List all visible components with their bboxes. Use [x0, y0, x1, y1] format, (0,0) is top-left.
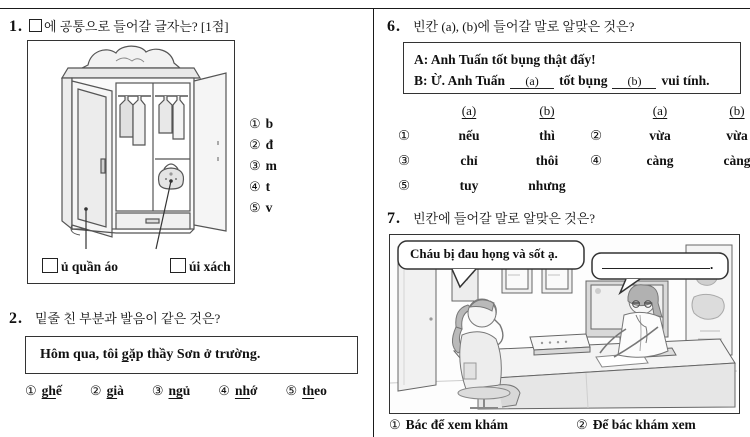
doctor-speech-blank	[602, 257, 713, 273]
q2-choice-5	[285, 383, 326, 399]
blank-b: (b)	[612, 75, 656, 89]
q1-choice-4	[249, 179, 277, 195]
q6-prompt: 빈칸 (a), (b)에 들어갈 말로 알맞은 것은?	[413, 19, 635, 34]
q7-header	[387, 208, 595, 228]
choice-rest: eo	[314, 383, 327, 398]
q2-sentence-box	[25, 336, 358, 374]
choice-number: ③	[151, 383, 164, 398]
cell	[398, 103, 434, 119]
choice-underlined: gh	[41, 383, 56, 398]
choice-a: càng	[646, 153, 674, 168]
choice-number: ②	[590, 128, 603, 143]
q7-choice-1	[389, 417, 508, 433]
wardrobe-label-text: ủ quần áo	[61, 259, 119, 274]
handbag-label	[170, 258, 231, 275]
q2-header	[9, 308, 220, 328]
choice-b: vừa	[726, 128, 748, 143]
q6-header	[387, 16, 634, 36]
figure-caption-row	[42, 258, 231, 275]
choice-number: ①	[249, 116, 261, 131]
dialogue-a-text: Anh Tuấn tốt bụng thật đấy!	[430, 52, 596, 67]
page-top-rule	[0, 8, 750, 9]
q7-figure-box	[389, 234, 740, 414]
missing-letter-box	[42, 258, 58, 273]
blank-period: .	[710, 257, 714, 272]
wardrobe-illustration	[28, 41, 234, 253]
choice-number: ④	[249, 179, 261, 194]
q1-number: 1.	[9, 18, 23, 35]
choice-number: ④	[218, 383, 230, 398]
choice-underlined: ng	[168, 383, 183, 398]
q7-prompt: 빈칸에 들어갈 말로 알맞은 것은?	[413, 211, 596, 226]
q6-number: 6.	[387, 18, 401, 35]
q2-choice-1	[25, 383, 62, 399]
q2-choice-4	[218, 383, 257, 399]
q1-choice-5	[249, 200, 277, 216]
choice-number: ②	[89, 383, 102, 398]
choice-rest: ớ	[249, 383, 258, 398]
blank-box-glyph	[29, 19, 42, 32]
choice-number: ①	[25, 383, 37, 398]
choice-a: vừa	[649, 128, 671, 143]
choice-number: ①	[389, 417, 401, 432]
choice-number: ⑤	[398, 178, 411, 193]
dialogue-line-a	[414, 49, 740, 70]
choice-label: m	[265, 158, 277, 173]
q1-choice-1	[249, 116, 277, 132]
cell	[590, 103, 626, 119]
table-header-a2: (a)	[652, 103, 668, 118]
q2-choice-2	[90, 383, 124, 399]
q7-choices	[389, 417, 696, 433]
choice-a: nếu	[458, 128, 480, 143]
table-header-b1: (b)	[539, 103, 555, 118]
choice-number	[590, 178, 621, 194]
q2-prompt: 밑줄 친 부분과 발음이 같은 것은?	[35, 311, 221, 326]
sentence-pre: Hôm qua, tôi	[40, 347, 122, 362]
patient-speech-text: Cháu bị đau họng và sốt ạ.	[410, 246, 558, 261]
choice-number: ⑤	[285, 383, 298, 398]
answer-blank-line	[602, 268, 710, 269]
choice-a: tuy	[459, 178, 479, 193]
choice-label: đ	[265, 137, 274, 152]
table-header-b2: (b)	[729, 103, 745, 118]
choice-a: chỉ	[460, 153, 478, 168]
dialogue-b-post: vui tính.	[661, 73, 710, 88]
missing-letter-box	[170, 258, 186, 273]
sentence-underlined: g	[121, 347, 129, 362]
choice-label: Bác để xem khám	[405, 417, 509, 432]
dialogue-b-mid: tốt bụng	[559, 73, 608, 88]
q2-choices	[25, 383, 327, 399]
choice-b: nhưng	[528, 178, 566, 193]
sentence-post: ặp thầy Sơn ở trường.	[128, 347, 261, 362]
q2-choice-3	[152, 383, 190, 399]
choice-rest: ế	[55, 383, 62, 398]
choice-rest: à	[117, 383, 124, 398]
choice-rest: ủ	[182, 383, 191, 398]
blank-a: (a)	[510, 75, 554, 89]
choice-underlined: nh	[234, 383, 250, 398]
q6-choice-table	[398, 103, 750, 194]
handbag-label-text: úi xách	[189, 259, 231, 274]
choice-label: b	[265, 116, 274, 131]
q1-choice-2	[249, 137, 277, 153]
choice-label: Để bác khám xem	[592, 417, 696, 432]
choice-number: ①	[398, 128, 411, 143]
choice-b: càng	[723, 153, 750, 168]
q1-header	[9, 16, 229, 36]
q1-choices	[249, 116, 277, 216]
choice-underlined: th	[302, 383, 315, 398]
choice-label: v	[265, 200, 273, 215]
q1-choice-3	[249, 158, 277, 174]
choice-label: t	[265, 179, 271, 194]
choice-number: ⑤	[249, 200, 261, 215]
column-divider	[373, 8, 374, 437]
q6-dialogue-box	[403, 42, 741, 94]
choice-number: ②	[576, 417, 588, 432]
choice-number: ③	[249, 158, 261, 173]
speaker-b: B:	[414, 73, 428, 88]
table-header-a1: (a)	[461, 103, 477, 118]
wardrobe-label	[42, 258, 118, 275]
dialogue-line-b	[414, 70, 740, 91]
choice-number: ②	[249, 137, 261, 152]
choice-number: ④	[590, 153, 603, 168]
dialogue-b-pre: Ừ. Anh Tuấn	[430, 73, 506, 88]
choice-number: ③	[398, 153, 411, 168]
q7-choice-2	[576, 417, 696, 433]
q1-prompt: 에 공통으로 들어갈 글자는? [1점]	[44, 19, 229, 34]
choice-b: thì	[539, 128, 555, 143]
q1-figure-box	[27, 40, 235, 284]
q2-sentence	[40, 347, 260, 363]
choice-b: thôi	[535, 153, 559, 168]
q2-number: 2.	[9, 310, 23, 327]
q7-number: 7.	[387, 210, 401, 227]
speaker-a: A:	[414, 52, 429, 67]
choice-underlined: gi	[106, 383, 118, 398]
